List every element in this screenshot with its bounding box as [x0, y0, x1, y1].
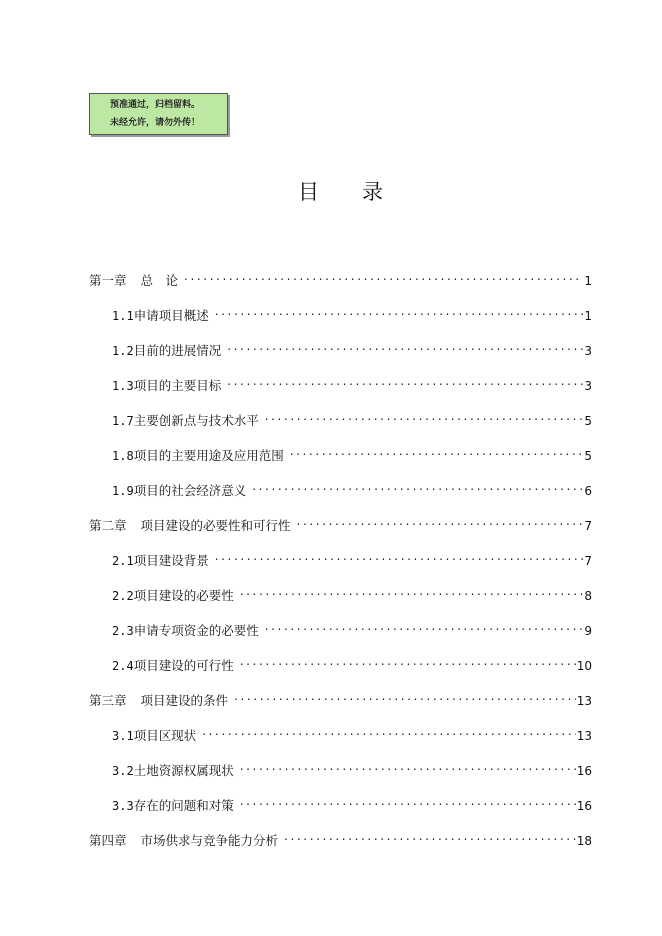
toc-title-char-1: 目: [298, 180, 319, 204]
toc-entry-number: 3.1: [112, 729, 134, 743]
toc-section-entry[interactable]: [112, 481, 592, 501]
toc-dot-leader: [213, 306, 584, 320]
toc-entry-page: 7: [584, 554, 592, 568]
toc-dot-leader: [225, 376, 583, 390]
toc-entry-label: 项目建设的可行性: [133, 658, 234, 673]
toc-dot-leader: [282, 831, 576, 845]
toc-section-entry[interactable]: [112, 586, 592, 606]
toc-entry-label: 市场供求与竞争能力分析: [140, 833, 279, 848]
toc-entry-label: 主要创新点与技术水平: [133, 413, 259, 428]
toc-entry-page: 13: [576, 694, 592, 708]
toc-dot-leader: [263, 411, 584, 425]
toc-entry-number: 1.8: [112, 449, 134, 463]
toc-dot-leader: [263, 621, 584, 635]
toc-entry-page: 6: [584, 484, 592, 498]
toc-section-entry[interactable]: [112, 726, 592, 746]
toc-entry-number: 3.3: [112, 799, 134, 813]
toc-entry-label: 项目的主要目标: [133, 378, 222, 393]
toc-dot-leader: [238, 586, 584, 600]
toc-entry-number: 2.1: [112, 554, 134, 568]
stamp-line-1: 预准通过，归档留料。: [110, 100, 201, 110]
toc-title-char-2: 录: [362, 180, 383, 204]
toc-entry-label: 目前的进展情况: [133, 343, 222, 358]
toc-entry-label: 申请项目概述: [133, 308, 209, 323]
toc-entry-page: 13: [576, 729, 592, 743]
toc-section-entry[interactable]: [112, 306, 592, 326]
toc-entry-number: 2.4: [112, 659, 134, 673]
toc-chapter-entry[interactable]: [89, 831, 592, 851]
toc-entry-page: 18: [576, 834, 592, 848]
toc-entry-number: 第四章: [89, 833, 127, 848]
toc-entry-number: 第三章: [89, 693, 127, 708]
toc-entry-label: 项目建设的条件: [140, 693, 229, 708]
toc-dot-leader: [182, 271, 583, 285]
toc-section-entry[interactable]: [112, 656, 592, 676]
toc-entry-number: 1.1: [112, 309, 134, 323]
toc-entry-number: 第二章: [89, 518, 127, 533]
toc-entry-label: 项目的社会经济意义: [133, 483, 247, 498]
toc-dot-leader: [200, 726, 576, 740]
toc-section-entry[interactable]: [112, 621, 592, 641]
toc-entry-page: 7: [584, 519, 592, 533]
toc-entry-page: 10: [576, 659, 592, 673]
toc-chapter-entry[interactable]: [89, 691, 592, 711]
toc-entry-page: 9: [584, 624, 592, 638]
toc-entry-page: 16: [576, 764, 592, 778]
toc-entry-page: 16: [576, 799, 592, 813]
toc-entry-label: 存在的问题和对策: [133, 798, 234, 813]
toc-entry-label: 项目建设背景: [133, 553, 209, 568]
toc-entry-label: 土地资源权属现状: [133, 763, 234, 778]
toc-entry-number: 1.3: [112, 379, 134, 393]
toc-entry-label: 项目建设的必要性和可行性: [140, 518, 291, 533]
toc-entry-number: 第一章: [89, 273, 127, 288]
confidential-stamp: [89, 93, 228, 135]
toc-entry-number: 2.2: [112, 589, 134, 603]
toc-entry-number: 3.2: [112, 764, 134, 778]
toc-entry-number: 2.3: [112, 624, 134, 638]
toc-entry-number: 1.9: [112, 484, 134, 498]
toc-chapter-entry[interactable]: [89, 271, 592, 291]
toc-entry-label: 总 论: [140, 273, 179, 288]
toc-entry-number: 1.2: [112, 344, 134, 358]
toc-section-entry[interactable]: [112, 796, 592, 816]
toc-dot-leader: [232, 691, 576, 705]
toc-entry-label: 项目的主要用途及应用范围: [133, 448, 284, 463]
toc-chapter-entry[interactable]: [89, 516, 592, 536]
toc-entry-page: 1: [584, 274, 592, 288]
toc-entry-page: 8: [584, 589, 592, 603]
toc-entry-number: 1.7: [112, 414, 134, 428]
toc-dot-leader: [250, 481, 583, 495]
toc-dot-leader: [238, 761, 576, 775]
toc-section-entry[interactable]: [112, 551, 592, 571]
toc-entry-label: 申请专项资金的必要性: [133, 623, 259, 638]
toc-dot-leader: [225, 341, 583, 355]
toc-dot-leader: [295, 516, 584, 530]
toc-entry-page: 1: [584, 309, 592, 323]
toc-dot-leader: [288, 446, 584, 460]
toc-entry-page: 3: [584, 344, 592, 358]
toc-section-entry[interactable]: [112, 446, 592, 466]
toc-dot-leader: [238, 656, 576, 670]
toc-entry-label: 项目区现状: [133, 728, 197, 743]
toc-section-entry[interactable]: [112, 411, 592, 431]
toc-dot-leader: [213, 551, 584, 565]
toc-entry-label: 项目建设的必要性: [133, 588, 234, 603]
toc-dot-leader: [238, 796, 576, 810]
toc-section-entry[interactable]: [112, 376, 592, 396]
toc-section-entry[interactable]: [112, 761, 592, 781]
toc-entry-page: 3: [584, 379, 592, 393]
toc-entry-page: 5: [584, 449, 592, 463]
stamp-line-2: 未经允许，请勿外传！: [110, 118, 201, 128]
toc-entry-page: 5: [584, 414, 592, 428]
toc-section-entry[interactable]: [112, 341, 592, 361]
